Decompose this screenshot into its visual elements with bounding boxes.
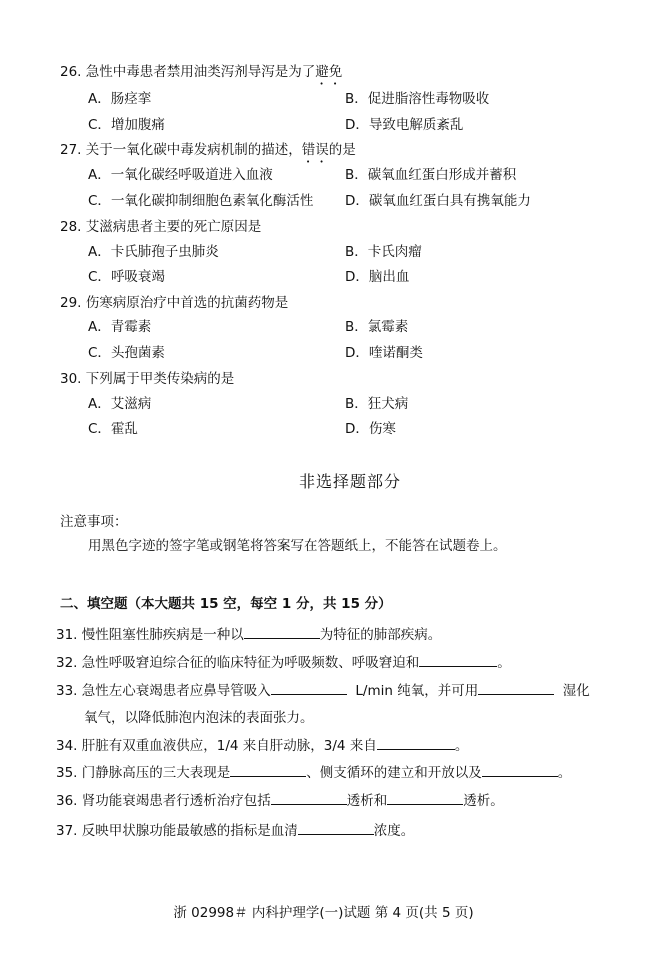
question-37: [56, 822, 414, 840]
question-number: 35.: [56, 765, 78, 781]
question-35: [56, 764, 571, 782]
question-number: 27.: [60, 142, 82, 158]
option-text: 卡氏肺孢子虫肺炎: [110, 244, 219, 260]
question-text: 透析和: [346, 793, 388, 809]
question-text: 门静脉高压的三大表现是: [81, 765, 231, 781]
option-text: 呼吸衰竭: [110, 269, 165, 285]
question-26-option-b: [345, 90, 489, 108]
option-key: A．: [88, 396, 111, 412]
question-number: 29.: [60, 295, 82, 311]
option-text: 肠痉挛: [110, 91, 152, 107]
question-text: 艾滋病患者主要的死亡原因是: [85, 219, 262, 235]
emphasized-text: 避免: [315, 64, 343, 80]
question-text: 肝脏有双重血液供应，1/4 来自肝动脉，3/4 来自: [81, 738, 377, 754]
answer-blank[interactable]: [419, 654, 497, 667]
option-key: B．: [345, 319, 368, 335]
option-text: 艾滋病: [110, 396, 152, 412]
notice-heading: 注意事项：: [60, 514, 128, 530]
question-36: [56, 792, 504, 810]
option-key: A．: [88, 319, 111, 335]
question-text: 反映甲状腺功能最敏感的指标是血清: [81, 823, 298, 839]
question-27-option-c: [88, 192, 313, 210]
answer-blank[interactable]: [298, 822, 374, 835]
question-text: 伤寒病原治疗中首选的抗菌药物是: [85, 295, 289, 311]
question-text: 透析。: [463, 793, 504, 809]
question-number: 36.: [56, 793, 78, 809]
question-33-continued: 氧气，以降低肺泡内泡沫的表面张力。: [84, 710, 314, 726]
option-key: B．: [345, 396, 368, 412]
question-text: 急性呼吸窘迫综合征的临床特征为呼吸频数、呼吸窘迫和: [81, 655, 420, 671]
question-33: [56, 682, 590, 700]
section-title: 非选择题部分: [298, 472, 401, 491]
question-number: 32.: [56, 655, 78, 671]
option-text: 伤寒: [368, 421, 396, 437]
option-key: D．: [345, 193, 369, 209]
question-27-stem: [60, 141, 356, 166]
option-text: 促进脂溶性毒物吸收: [367, 91, 490, 107]
option-text: 脑出血: [368, 269, 410, 285]
question-text: 。: [497, 655, 511, 671]
option-text: 氯霉素: [367, 319, 409, 335]
question-text-tail: 的是: [328, 142, 356, 158]
option-key: D．: [345, 345, 369, 361]
option-key: C．: [88, 117, 111, 133]
answer-blank[interactable]: [271, 682, 347, 695]
question-text: 、侧支循环的建立和开放以及: [306, 765, 482, 781]
answer-blank[interactable]: [244, 626, 320, 639]
question-text: 肾功能衰竭患者行透析治疗包括: [81, 793, 271, 809]
question-27-option-b: [345, 166, 516, 184]
option-text: 碳氧血红蛋白具有携氧能力: [368, 193, 531, 209]
question-26-option-a: [88, 90, 151, 108]
option-key: C．: [88, 421, 111, 437]
question-30-option-b: [345, 395, 408, 413]
option-text: 青霉素: [110, 319, 152, 335]
question-30-option-a: [88, 395, 151, 413]
option-key: D．: [345, 117, 369, 133]
question-28-option-c: [88, 268, 165, 286]
option-text: 导致电解质紊乱: [368, 117, 464, 133]
question-text: 慢性阻塞性肺疾病是一种以: [81, 627, 244, 643]
question-text: 浓度。: [373, 823, 415, 839]
option-text: 狂犬病: [367, 396, 409, 412]
emphasized-text: 错误: [301, 142, 329, 158]
part2-heading: 二、填空题（本大题共 15 空，每空 1 分，共 15 分）: [60, 596, 392, 612]
option-key: A．: [88, 91, 111, 107]
notice-body: 用黑色字迹的签字笔或钢笔将答案写在答题纸上，不能答在试题卷上。: [88, 538, 507, 554]
answer-blank[interactable]: [387, 792, 463, 805]
question-text: 为特征的肺部疾病。: [319, 627, 442, 643]
question-number: 30.: [60, 371, 82, 387]
option-key: B．: [345, 167, 368, 183]
question-34: [56, 737, 468, 755]
option-key: C．: [88, 269, 111, 285]
option-key: B．: [345, 91, 368, 107]
question-28-option-a: [88, 243, 219, 261]
answer-blank[interactable]: [271, 792, 347, 805]
question-29-option-b: [345, 318, 408, 336]
question-29-stem: [60, 294, 288, 312]
question-text: 下列属于甲类传染病的是: [85, 371, 235, 387]
answer-blank[interactable]: [377, 737, 455, 750]
question-number: 33.: [56, 683, 78, 699]
option-text: 霍乱: [110, 421, 138, 437]
option-text: 喹诺酮类: [368, 345, 423, 361]
question-30-option-d: [345, 420, 396, 438]
option-text: 卡氏肉瘤: [367, 244, 422, 260]
option-key: D．: [345, 421, 369, 437]
question-30-option-c: [88, 420, 138, 438]
question-text: 。: [557, 765, 572, 781]
question-text: 急性中毒患者禁用油类泻剂导泻是为了: [85, 64, 316, 80]
question-27-option-d: [345, 192, 531, 210]
question-30-stem: [60, 370, 234, 388]
question-text: 。: [454, 738, 469, 754]
option-key: B．: [345, 244, 368, 260]
question-number: 37.: [56, 823, 78, 839]
answer-blank[interactable]: [482, 764, 558, 777]
answer-blank[interactable]: [230, 764, 306, 777]
question-number: 34.: [56, 738, 78, 754]
question-number: 28.: [60, 219, 82, 235]
answer-blank[interactable]: [478, 682, 554, 695]
option-text: 一氧化碳经呼吸道进入血液: [110, 167, 273, 183]
question-28-option-d: [345, 268, 409, 286]
option-key: C．: [88, 345, 111, 361]
question-32: [56, 654, 511, 672]
question-number: 26.: [60, 64, 82, 80]
question-26-option-c: [88, 116, 165, 134]
question-29-option-d: [345, 344, 423, 362]
question-text: 湿化: [562, 683, 590, 699]
question-27-option-a: [88, 166, 273, 184]
option-key: A．: [88, 167, 111, 183]
question-26-stem: [60, 63, 342, 88]
question-number: 31.: [56, 627, 78, 643]
question-31: [56, 626, 441, 644]
question-29-option-a: [88, 318, 151, 336]
question-text: 急性左心衰竭患者应鼻导管吸入: [81, 683, 271, 699]
page-footer: 浙 02998＃ 内科护理学(一)试题 第 4 页(共 5 页): [173, 905, 474, 921]
option-key: D．: [345, 269, 369, 285]
option-text: 增加腹痛: [110, 117, 165, 133]
question-text: L/min 纯氧，并可用: [355, 683, 479, 699]
option-text: 碳氧血红蛋白形成并蓄积: [367, 167, 517, 183]
option-key: C．: [88, 193, 111, 209]
question-29-option-c: [88, 344, 165, 362]
option-text: 一氧化碳抑制细胞色素氧化酶活性: [110, 193, 314, 209]
question-text: 关于一氧化碳中毒发病机制的描述，: [85, 142, 302, 158]
option-text: 头孢菌素: [110, 345, 165, 361]
option-key: A．: [88, 244, 111, 260]
question-28-option-b: [345, 243, 422, 261]
question-28-stem: [60, 218, 261, 236]
question-26-option-d: [345, 116, 463, 134]
